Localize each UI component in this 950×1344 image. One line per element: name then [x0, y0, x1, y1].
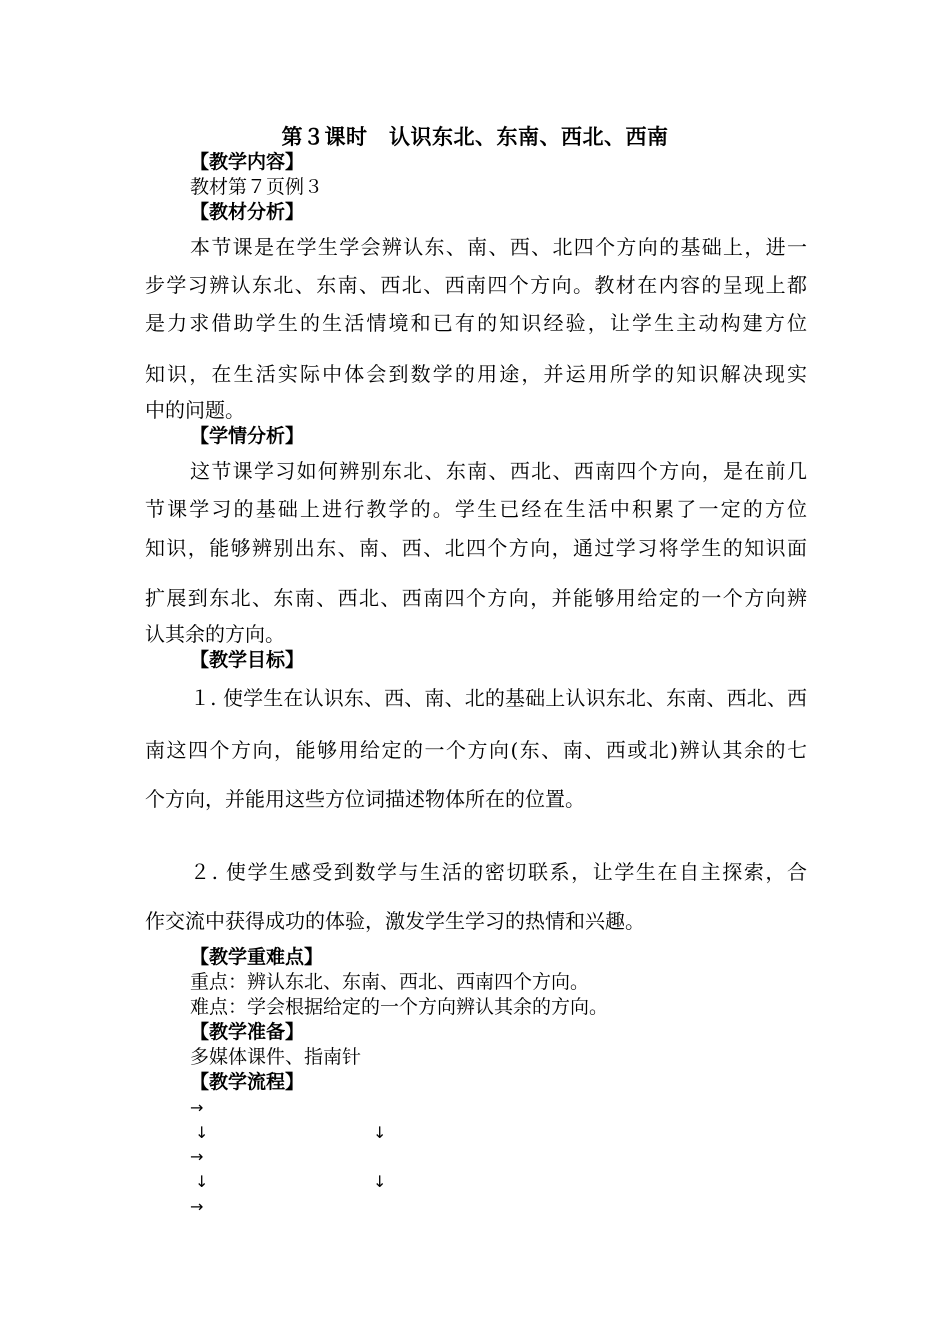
flow-arrow-down-icon: ↓	[195, 1172, 209, 1191]
teaching-prep-text: 多媒体课件、指南针	[190, 1046, 362, 1068]
paragraph-line: 节课学习的基础上进行教学的。学生已经在生活中积累了一定的方位	[145, 497, 807, 521]
paragraph-line: 中的问题。	[145, 398, 245, 422]
paragraph-line: 知识，在生活实际中体会到数学的用途，并运用所学的知识解决现实	[145, 362, 807, 386]
key-point-text: 重点：辨认东北、东南、西北、西南四个方向。	[190, 971, 590, 993]
flow-arrow-down-icon: ↓	[373, 1123, 387, 1142]
paragraph-line: 这节课学习如何辨别东北、东南、西北、西南四个方向，是在前几	[190, 459, 807, 483]
difficult-point-text: 难点：学会根据给定的一个方向辨认其余的方向。	[190, 996, 609, 1018]
lesson-title: 第３课时 认识东北、东南、西北、西南	[281, 124, 669, 149]
flow-arrow-right-icon: →	[190, 1098, 204, 1117]
flow-arrow-right-icon: →	[190, 1147, 204, 1166]
flow-arrow-down-icon: ↓	[195, 1123, 209, 1142]
paragraph-line: 知识，能够辨别出东、南、西、北四个方向，通过学习将学生的知识面	[145, 536, 807, 560]
heading-teaching-content: 【教学内容】	[190, 151, 305, 173]
teaching-content-text: 教材第７页例３	[190, 176, 324, 198]
paragraph-line: １. 使学生在认识东、西、南、北的基础上认识东北、东南、西北、西	[190, 686, 807, 710]
paragraph-line: 扩展到东北、东南、西北、西南四个方向，并能够用给定的一个方向辨	[145, 586, 807, 610]
heading-teaching-prep: 【教学准备】	[190, 1021, 305, 1043]
paragraph-line: 本节课是在学生学会辨认东、南、西、北四个方向的基础上，进一	[190, 235, 807, 259]
flow-arrow-down-icon: ↓	[373, 1172, 387, 1191]
paragraph-line: 作交流中获得成功的体验，激发学生学习的热情和兴趣。	[145, 909, 645, 933]
paragraph-line: ２. 使学生感受到数学与生活的密切联系，让学生在自主探索，合	[190, 860, 807, 884]
heading-key-difficult: 【教学重难点】	[190, 946, 324, 968]
heading-material-analysis: 【教材分析】	[190, 201, 305, 223]
heading-teaching-goals: 【教学目标】	[190, 649, 305, 671]
heading-teaching-flow: 【教学流程】	[190, 1071, 305, 1093]
paragraph-line: 认其余的方向。	[145, 622, 285, 646]
paragraph-line: 步学习辨认东北、东南、西北、西南四个方向。教材在内容的呈现上都	[145, 273, 807, 297]
flow-arrow-right-icon: →	[190, 1197, 204, 1216]
paragraph-line: 个方向，并能用这些方位词描述物体所在的位置。	[145, 787, 585, 811]
heading-student-analysis: 【学情分析】	[190, 425, 305, 447]
paragraph-line: 是力求借助学生的生活情境和已有的知识经验，让学生主动构建方位	[145, 311, 807, 335]
paragraph-line: 南这四个方向，能够用给定的一个方向(东、南、西或北)辨认其余的七	[145, 738, 807, 762]
